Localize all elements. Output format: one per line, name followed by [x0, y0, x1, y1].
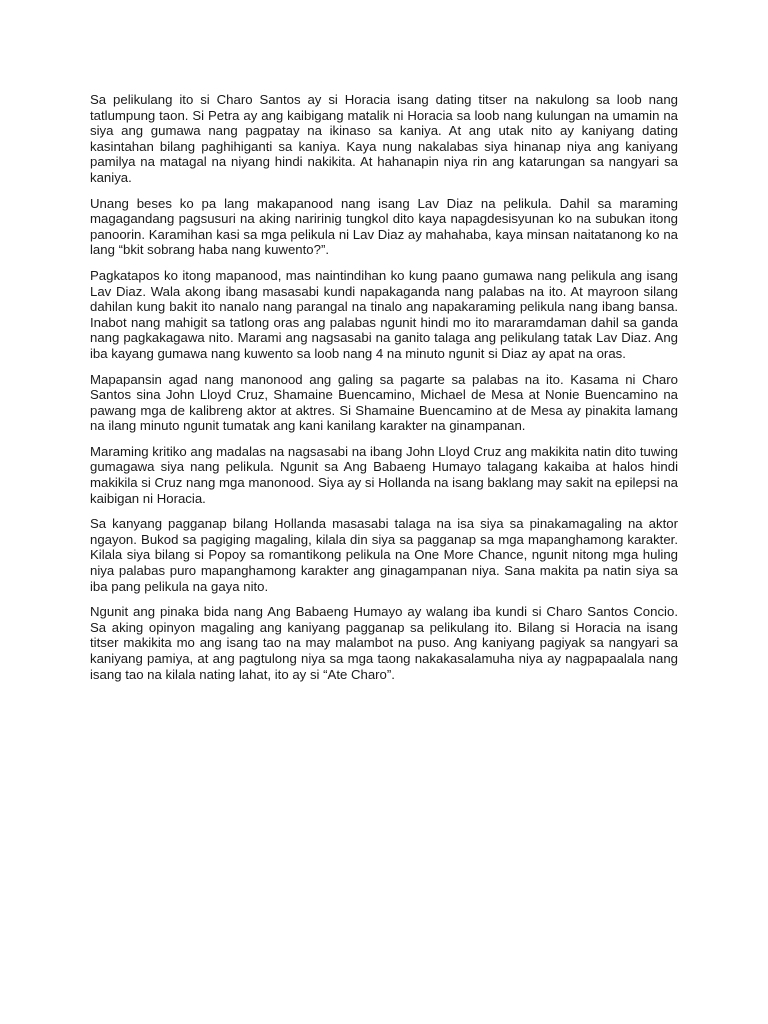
- paragraph-7: Ngunit ang pinaka bida nang Ang Babaeng Humayo ay walang iba kundi si Charo Santos Concio. Sa aking opinyon magaling ang kaniyang pagganap sa pelikulang ito. Bilang si Horacia na isang titser makikita mo ang isang tao na may malambot na puso. Ang kaniyang pagiyak sa nangyari sa kaniyang pamiya, at ang pagtulong niya sa mga taong nakakasalamuha niya ay nagpapaalala nang isang tao na kilala nating lahat, ito ay si “Ate Charo”.: [90, 604, 678, 682]
- document-page: [90, 92, 678, 692]
- paragraph-3: Pagkatapos ko itong mapanood, mas naintindihan ko kung paano gumawa nang pelikula ang isang Lav Diaz. Wala akong ibang masasabi kundi napakaganda nang palabas na ito. At mayroon silang dahilan kung bakit ito nanalo nang parangal na tinalo ang napakaraming pelikula nang ibang bansa. Inabot nang mahigit sa tatlong oras ang palabas ngunit hindi mo ito mararamdaman dahil sa ganda nang pagkakagawa nito. Marami ang nagsasabi na ganito talaga ang pelikulang tatak Lav Diaz. Ang iba kayang gumawa nang kuwento sa loob nang 4 na minuto ngunit si Diaz ay apat na oras.: [90, 267, 678, 361]
- paragraph-6: Sa kanyang pagganap bilang Hollanda masasabi talaga na isa siya sa pinakamagaling na aktor ngayon. Bukod sa pagiging magaling, kilala din siya sa pagganap sa mga mapanghamong karakter. Kilala siya bilang si Popoy sa romantikong pelikula na One More Chance, ngunit nitong mga huling niya palabas puro mapanghamong karakter ang ginagampanan niya. Sana makita pa natin siya sa iba pang pelikula na gaya nito.: [90, 516, 678, 594]
- paragraph-4: Mapapansin agad nang manonood ang galing sa pagarte sa palabas na ito. Kasama ni Charo Santos sina John Lloyd Cruz, Shamaine Buencamino, Michael de Mesa at Nonie Buencamino na pawang mga de kalibreng aktor at aktres. Si Shamaine Buencamino at de Mesa ay pinakita lamang na ilang minuto ngunit tumatak ang kani kanilang karakter na ginampanan.: [90, 371, 678, 434]
- paragraph-2: Unang beses ko pa lang makapanood nang isang Lav Diaz na pelikula. Dahil sa maraming magagandang pagsusuri na aking naririnig tungkol dito kaya napagdesisyunan ko na subukan itong panoorin. Karamihan kasi sa mga pelikula ni Lav Diaz ay mahahaba, kaya minsan naitatanong ko na lang “bkit sobrang haba nang kuwento?”.: [90, 195, 678, 258]
- paragraph-5: Maraming kritiko ang madalas na nagsasabi na ibang John Lloyd Cruz ang makikita natin dito tuwing gumagawa siya nang pelikula. Ngunit sa Ang Babaeng Humayo talagang kakaiba at halos hindi makikila si Cruz nang mga manonood. Siya ay si Hollanda na isang baklang may sakit na epilepsi na kaibigan ni Horacia.: [90, 443, 678, 506]
- paragraph-1: Sa pelikulang ito si Charo Santos ay si Horacia isang dating titser na nakulong sa loob nang tatlumpung taon. Si Petra ay ang kaibigang matalik ni Horacia sa loob nang kulungan na umamin na siya ang gumawa nang pagpatay na ikinaso sa kaniya. At ang utak nito ay kaniyang dating kasintahan bilang paghihiganti sa kaniya. Kaya nung nakalabas siya hinanap niya ang kaniyang pamilya na matagal na niyang hindi nakikita. At hahanapin niya rin ang katarungan sa nangyari sa kaniya.: [90, 92, 678, 185]
